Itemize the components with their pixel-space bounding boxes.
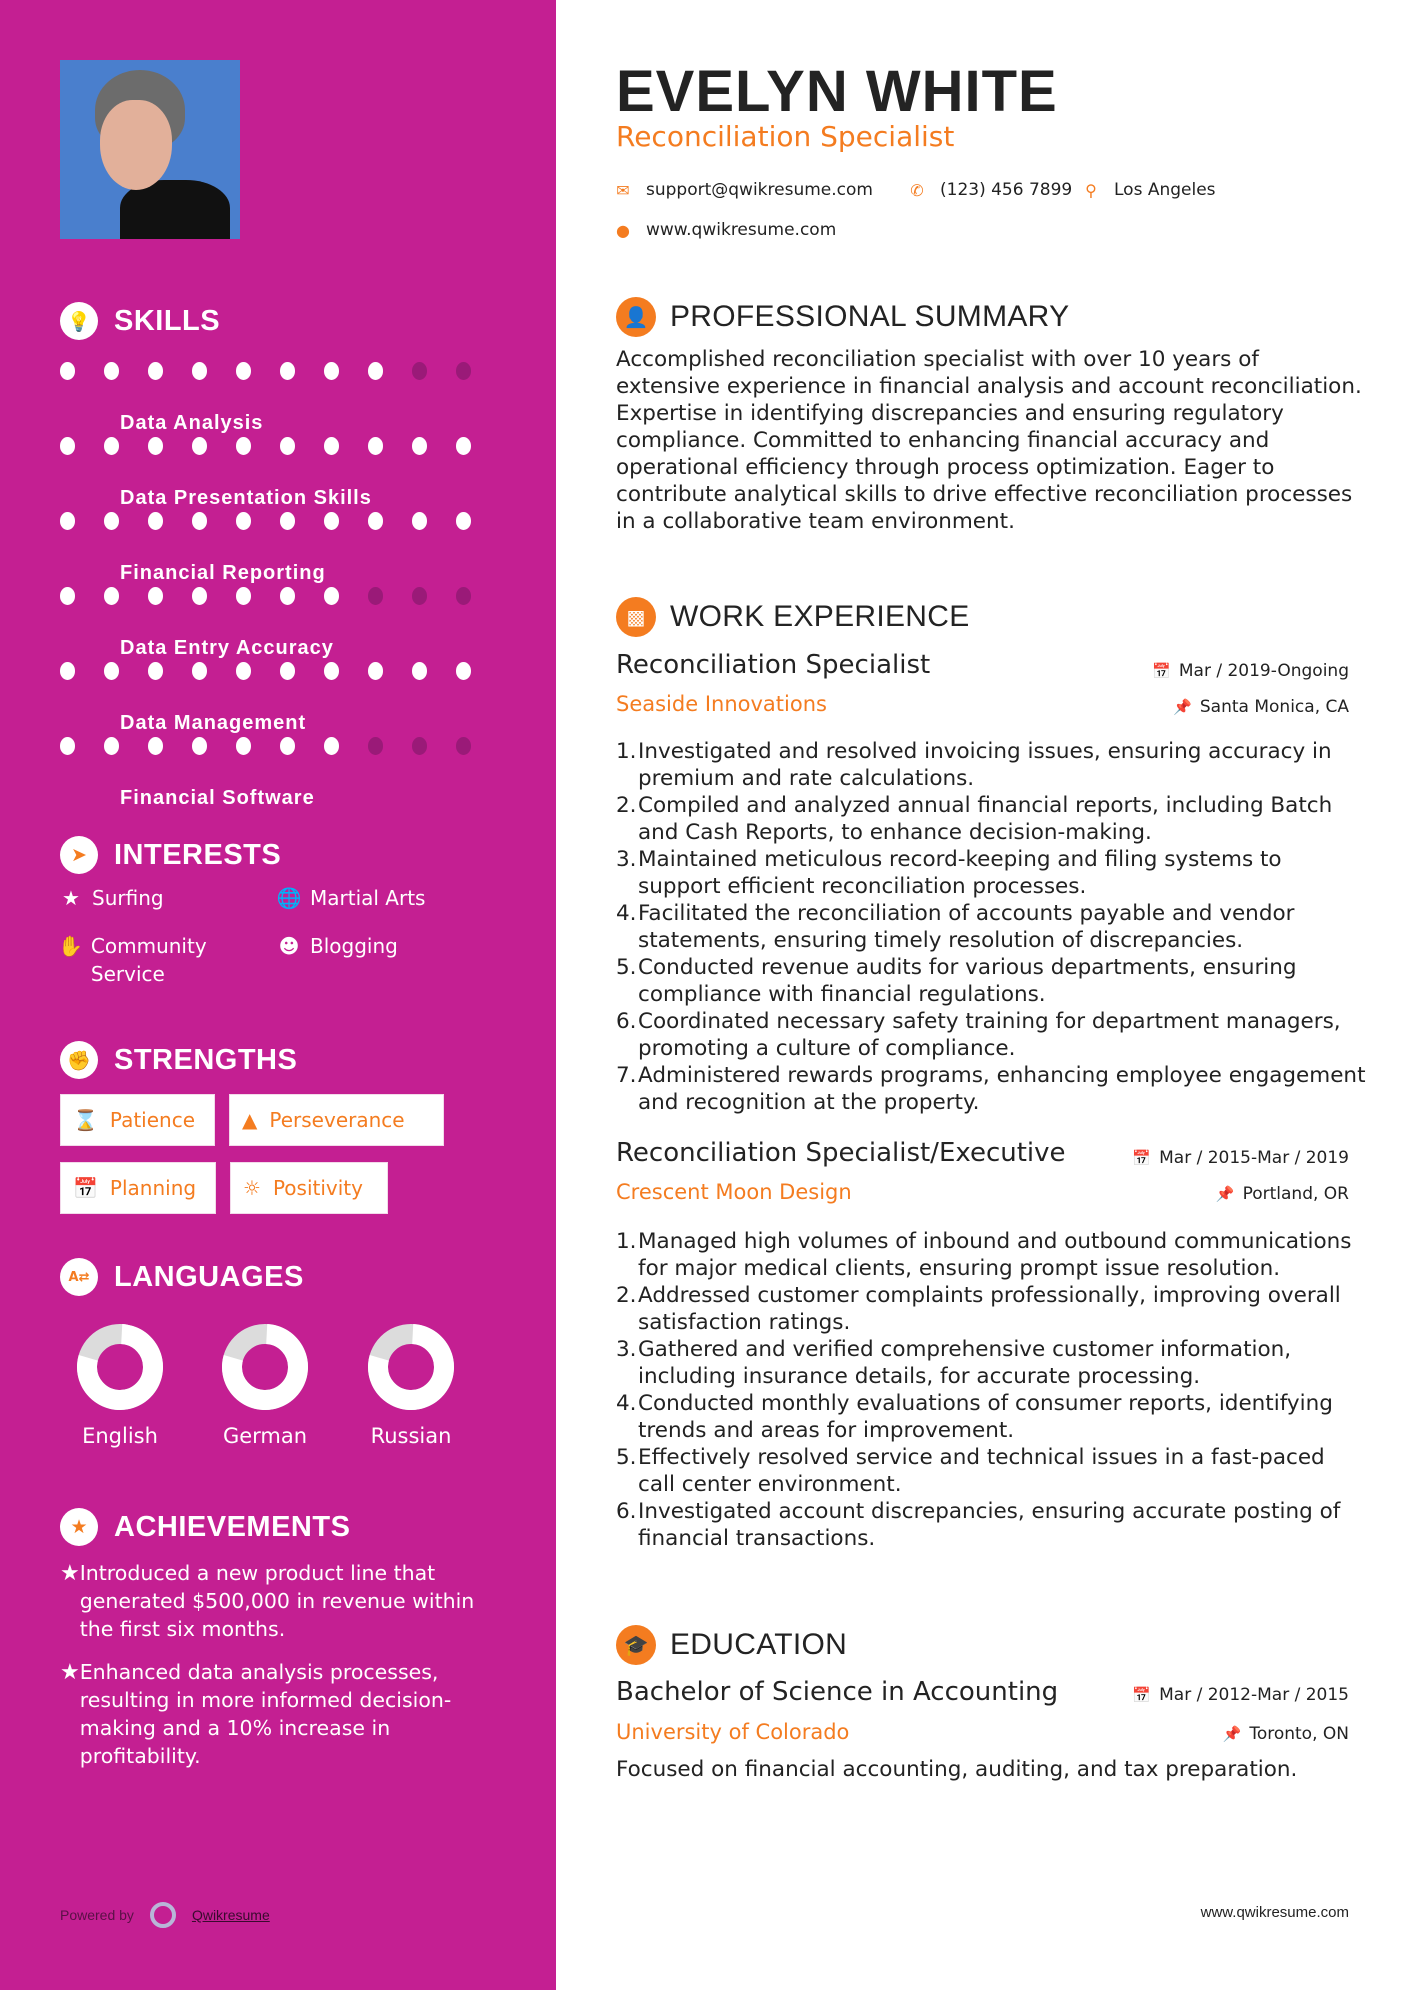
- skill-dot: [280, 362, 295, 380]
- pushpin-icon: 📌: [1173, 698, 1192, 716]
- skill-dot: [236, 662, 251, 680]
- skill-dot: [324, 587, 339, 605]
- globe-icon: ●: [616, 220, 630, 240]
- skill-dot: [236, 587, 251, 605]
- skill-item: [60, 504, 500, 584]
- summary-heading: 👤 PROFESSIONAL SUMMARY: [616, 297, 1069, 337]
- skill-dot: [104, 587, 119, 605]
- skill-dot: [412, 662, 427, 680]
- achievements-heading: ★ ACHIEVEMENTS: [60, 1508, 350, 1546]
- skill-name: Financial Software: [120, 787, 315, 809]
- skill-rating: [60, 512, 500, 530]
- skill-dot: [324, 737, 339, 755]
- skill-dot: [324, 437, 339, 455]
- skill-dot: [456, 587, 471, 605]
- photo-face: [100, 100, 172, 190]
- profile-photo: [60, 60, 240, 239]
- skill-item: [60, 654, 500, 734]
- skill-dot: [280, 587, 295, 605]
- skill-dot: [280, 662, 295, 680]
- education-heading: 🎓 EDUCATION: [616, 1625, 847, 1665]
- website-link[interactable]: www.qwikresume.com: [646, 220, 837, 240]
- education-dates: 📅 Mar / 2012-Mar / 2015: [1132, 1685, 1349, 1705]
- achievement-item: ★ Enhanced data analysis processes, resulting in more informed decision-making and a 10% increase in profitability.: [60, 1660, 452, 1768]
- shooting-star-icon: ★: [60, 1660, 80, 1685]
- skill-dot: [368, 362, 383, 380]
- skill-dot: [280, 737, 295, 755]
- skill-dot: [236, 362, 251, 380]
- skill-name: Data Presentation Skills: [120, 487, 372, 509]
- skill-dot: [192, 587, 207, 605]
- skill-dot: [192, 512, 207, 530]
- skill-dot: [412, 587, 427, 605]
- degree-title: Bachelor of Science in Accounting: [616, 1677, 1059, 1707]
- map-pin-icon: ⚲: [1085, 180, 1097, 200]
- skill-dot: [456, 662, 471, 680]
- skill-dot: [324, 512, 339, 530]
- skill-rating: [60, 437, 500, 455]
- skill-dot: [324, 362, 339, 380]
- skill-dot: [456, 512, 471, 530]
- bullet-item: 4. Facilitated the reconciliation of accounts payable and vendor statements, ensuring timely resolution of discrepancies.: [616, 901, 1295, 953]
- job-company: Crescent Moon Design: [616, 1180, 852, 1204]
- interest-item: ✋ Community Service: [58, 934, 207, 986]
- envelope-icon: ✉: [616, 180, 630, 200]
- pushpin-icon: 📌: [1215, 1185, 1235, 1203]
- calendar-icon: 📅: [1132, 1149, 1152, 1167]
- road-icon: ▲: [242, 1108, 258, 1132]
- language-donut: [368, 1324, 454, 1410]
- graduate-icon: 🎓: [616, 1625, 656, 1665]
- skill-dot: [104, 362, 119, 380]
- skill-name: Data Management: [120, 712, 307, 734]
- sidebar: [0, 0, 556, 1990]
- job-title: Reconciliation Specialist/Executive: [616, 1138, 1066, 1168]
- bullet-item: 3. Maintained meticulous record-keeping and filing systems to support efficient reconciliation processes.: [616, 847, 1282, 899]
- strength-badge: ▲ Perseverance: [229, 1094, 444, 1146]
- skill-dot: [104, 737, 119, 755]
- education-description: Focused on financial accounting, auditing, and tax preparation.: [616, 1757, 1298, 1782]
- skill-dot: [368, 662, 383, 680]
- contact-website: [616, 220, 836, 240]
- skill-dot: [148, 512, 163, 530]
- skill-dot: [60, 587, 75, 605]
- skill-dot: [236, 437, 251, 455]
- job-bullets: [616, 1228, 1366, 1552]
- translate-icon: A⇄: [60, 1258, 98, 1296]
- calendar-icon: 📅: [1152, 662, 1171, 680]
- job-bullets: [616, 738, 1366, 1116]
- skill-dot: [192, 737, 207, 755]
- skill-rating: [60, 587, 500, 605]
- candidate-title: Reconciliation Specialist: [616, 120, 955, 153]
- skill-item: [60, 429, 500, 509]
- powered-by: Powered by Qwikresume: [60, 1902, 270, 1928]
- skill-dot: [192, 362, 207, 380]
- bullet-item: 2. Compiled and analyzed annual financial reports, including Batch and Cash Reports, to enhance decision-making.: [616, 793, 1333, 845]
- skill-dot: [368, 587, 383, 605]
- strength-badge: 📅 Planning: [60, 1162, 216, 1214]
- skill-dot: [236, 737, 251, 755]
- language-item: Russian: [346, 1324, 476, 1448]
- hourglass-icon: ⌛: [73, 1108, 98, 1132]
- contact-phone: ✆ (123) 456 7899: [910, 180, 1073, 200]
- lightbulb-icon: 💡: [60, 302, 98, 340]
- interest-item: ☻ Blogging: [276, 932, 398, 960]
- job-location: 📌 Portland, OR: [1215, 1184, 1349, 1204]
- sun-icon: ☼: [243, 1176, 261, 1200]
- skills-heading: 💡 SKILLS: [60, 302, 220, 340]
- skill-name: Data Entry Accuracy: [120, 637, 334, 659]
- skill-rating: [60, 362, 500, 380]
- shooting-star-icon: ★: [60, 1561, 80, 1586]
- interests-heading: ➤ INTERESTS: [60, 836, 281, 874]
- skill-dot: [148, 662, 163, 680]
- skill-dot: [192, 662, 207, 680]
- strength-badge: ☼ Positivity: [230, 1162, 388, 1214]
- skill-dot: [236, 512, 251, 530]
- calendar-icon: 📅: [73, 1176, 98, 1200]
- skill-dot: [412, 512, 427, 530]
- interest-item: ★ Surfing: [58, 884, 164, 912]
- bullet-item: 7. Administered rewards programs, enhancing employee engagement and recognition at the property.: [616, 1063, 1366, 1115]
- languages-heading: A⇄ LANGUAGES: [60, 1258, 304, 1296]
- bullet-item: 5. Conducted revenue audits for various departments, ensuring compliance with financial regulations.: [616, 955, 1297, 1007]
- skill-dot: [456, 737, 471, 755]
- candidate-name: EVELYN WHITE: [616, 59, 1058, 124]
- skill-dot: [104, 662, 119, 680]
- qwikresume-link[interactable]: Qwikresume: [191, 1907, 270, 1923]
- bullet-item: 3. Gathered and verified comprehensive customer information, including insurance details, for accurate processing.: [616, 1337, 1292, 1389]
- skill-dot: [60, 512, 75, 530]
- skill-dot: [412, 737, 427, 755]
- education-location: 📌 Toronto, ON: [1222, 1724, 1349, 1744]
- strength-badge: ⌛ Patience: [60, 1094, 215, 1146]
- language-item: German: [200, 1324, 330, 1448]
- skill-dot: [148, 587, 163, 605]
- bullet-item: 1. Investigated and resolved invoicing issues, ensuring accuracy in premium and rate calculations.: [616, 739, 1332, 791]
- skill-dot: [104, 512, 119, 530]
- language-donut: [77, 1324, 163, 1410]
- language-donut: [222, 1324, 308, 1410]
- skill-rating: [60, 737, 500, 755]
- skill-dot: [148, 437, 163, 455]
- summary-text: Accomplished reconciliation specialist with over 10 years of extensive experience in financial analysis and account reconciliation. Expertise in identifying discrepancies and ensuring regulatory compliance. Committed to enhancing financial accuracy and operational efficiency through process optimization. Eager to contribute analytical skills to drive effective reconciliation processes in a collaborative team environment.: [616, 347, 1362, 534]
- contact-email: [616, 180, 873, 200]
- user-icon: 👤: [616, 297, 656, 337]
- job-title: Reconciliation Specialist: [616, 650, 931, 680]
- skill-dot: [324, 662, 339, 680]
- phone-icon: ✆: [910, 180, 924, 200]
- skill-dot: [280, 512, 295, 530]
- fist-icon: ✊: [60, 1041, 98, 1079]
- skill-item: [60, 579, 500, 659]
- bullet-item: 5. Effectively resolved service and technical issues in a fast-paced call center environment.: [616, 1445, 1325, 1497]
- hand-icon: ✋: [58, 934, 83, 958]
- office-chair-icon: ▩: [616, 597, 656, 637]
- bullet-item: 1. Managed high volumes of inbound and outbound communications for major medical clients, ensuring prompt issue resolution.: [616, 1229, 1352, 1281]
- strengths-heading: ✊ STRENGTHS: [60, 1041, 297, 1079]
- email-link[interactable]: support@qwikresume.com: [646, 180, 873, 200]
- achievement-item: ★ Introduced a new product line that generated $500,000 in revenue within the first six months.: [60, 1561, 475, 1641]
- interest-item: 🌐 Martial Arts: [276, 886, 426, 910]
- users-icon: ☻: [278, 934, 300, 958]
- skill-dot: [192, 437, 207, 455]
- bullet-item: 6. Coordinated necessary safety training for department managers, promoting a culture of compliance.: [616, 1009, 1341, 1061]
- footer-website-link[interactable]: www.qwikresume.com: [1200, 1904, 1349, 1921]
- experience-heading: ▩ WORK EXPERIENCE: [616, 597, 970, 637]
- job-dates: 📅 Mar / 2019-Ongoing: [1152, 661, 1349, 681]
- skill-dot: [456, 437, 471, 455]
- skill-dot: [412, 362, 427, 380]
- skill-dot: [60, 437, 75, 455]
- qwikresume-logo-icon: [150, 1902, 176, 1928]
- star-icon: ★: [62, 886, 80, 910]
- contact-location: ⚲ Los Angeles: [1085, 180, 1216, 200]
- language-item: English: [55, 1324, 185, 1448]
- globe-icon: 🌐: [276, 886, 302, 910]
- pushpin-icon: 📌: [1222, 1725, 1242, 1743]
- job-company: Seaside Innovations: [616, 692, 827, 716]
- skill-rating: [60, 662, 500, 680]
- skill-item: [60, 354, 500, 434]
- bullet-item: 2. Addressed customer complaints professionally, improving overall satisfaction ratings.: [616, 1283, 1341, 1335]
- skill-dot: [104, 437, 119, 455]
- skill-dot: [412, 437, 427, 455]
- calendar-icon: 📅: [1132, 1686, 1152, 1704]
- skill-dot: [368, 512, 383, 530]
- skill-dot: [280, 437, 295, 455]
- job-dates: 📅 Mar / 2015-Mar / 2019: [1132, 1148, 1349, 1168]
- skill-dot: [368, 437, 383, 455]
- shooting-star-icon: ★: [60, 1508, 98, 1546]
- skill-item: [60, 729, 500, 809]
- main-content: [556, 0, 1407, 1990]
- skill-dot: [368, 737, 383, 755]
- bullet-item: 4. Conducted monthly evaluations of consumer reports, identifying trends and areas for improvement.: [616, 1391, 1333, 1443]
- paper-plane-icon: ➤: [60, 836, 98, 874]
- skill-name: Data Analysis: [120, 412, 264, 434]
- skill-dot: [148, 362, 163, 380]
- skill-dot: [60, 737, 75, 755]
- skill-dot: [60, 662, 75, 680]
- job-location: 📌 Santa Monica, CA: [1173, 697, 1349, 717]
- skill-dot: [148, 737, 163, 755]
- skill-dot: [60, 362, 75, 380]
- skill-dot: [456, 362, 471, 380]
- bullet-item: 6. Investigated account discrepancies, ensuring accurate posting of financial transactions.: [616, 1499, 1341, 1551]
- skill-name: Financial Reporting: [120, 562, 326, 584]
- school-name: University of Colorado: [616, 1720, 850, 1744]
